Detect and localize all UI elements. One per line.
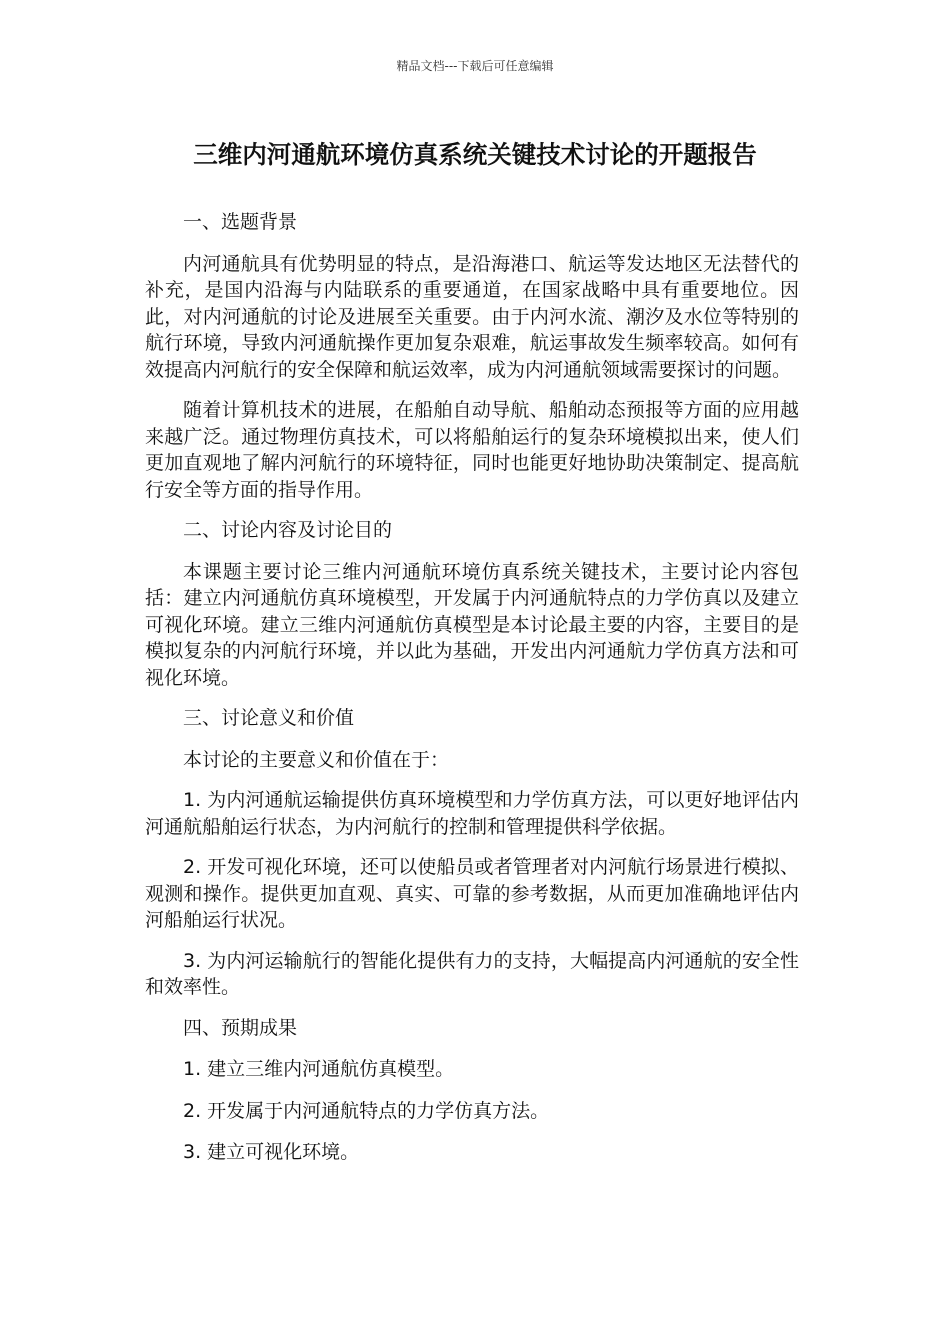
section-heading-content-goals: 二、讨论内容及讨论目的 (183, 519, 393, 541)
paragraph: 本讨论的主要意义和价值在于： (183, 748, 450, 771)
list-item: 2. 开发属于内河通航特点的力学仿真方法。 (183, 1099, 550, 1122)
document-title: 三维内河通航环境仿真系统关键技术讨论的开题报告 (193, 140, 757, 169)
paragraph: 本课题主要讨论三维内河通航环境仿真系统关键技术，主要讨论内容包括：建立内河通航仿真环境模型，开发属于内河通航特点的力学仿真以及建立可视化环境。建立三维内河通航仿真模型是本讨论最主要的内容，主要目的是模拟复杂的内河航行环境，并以此为基础，开发出内河通航力学仿真方法和可视化环境。 (145, 560, 799, 689)
header-note: 精品文档---下载后可任意编辑 (396, 59, 554, 73)
section-heading-significance: 三、讨论意义和价值 (183, 707, 355, 729)
section-heading-expected-results: 四、预期成果 (183, 1016, 298, 1039)
list-item: 2. 开发可视化环境，还可以使船员或者管理者对内河航行场景进行模拟、观测和操作。提供更加直观、真实、可靠的参考数据，从而更加准确地评估内河船舶运行状况。 (145, 856, 799, 931)
list-item: 1. 建立三维内河通航仿真模型。 (183, 1058, 455, 1080)
list-item: 3. 为内河运输航行的智能化提供有力的支持，大幅提高内河通航的安全性和效率性。 (145, 949, 799, 998)
section-heading-background: 一、选题背景 (183, 211, 298, 233)
list-item: 3. 建立可视化环境。 (183, 1141, 360, 1163)
document-body (145, 209, 799, 1181)
paragraph: 内河通航具有优势明显的特点，是沿海港口、航运等发达地区无法替代的补充，是国内沿海与内陆联系的重要通道，在国家战略中具有重要地位。因此，对内河通航的讨论及进展至关重要。由于内河水流、潮汐及水位等特别的航行环境，导致内河通航操作更加复杂艰难，航运事故发生频率较高。如何有效提高内河航行的安全保障和航运效率，成为内河通航领域需要探讨的问题。 (145, 252, 799, 381)
paragraph: 随着计算机技术的进展，在船舶自动导航、船舶动态预报等方面的应用越来越广泛。通过物理仿真技术，可以将船舶运行的复杂环境模拟出来，使人们更加直观地了解内河航行的环境特征，同时也能更好地协助决策制定、提高航行安全等方面的指导作用。 (145, 399, 799, 501)
list-item: 1. 为内河通航运输提供仿真环境模型和力学仿真方法，可以更好地评估内河通航船舶运行状态，为内河航行的控制和管理提供科学依据。 (145, 789, 799, 838)
